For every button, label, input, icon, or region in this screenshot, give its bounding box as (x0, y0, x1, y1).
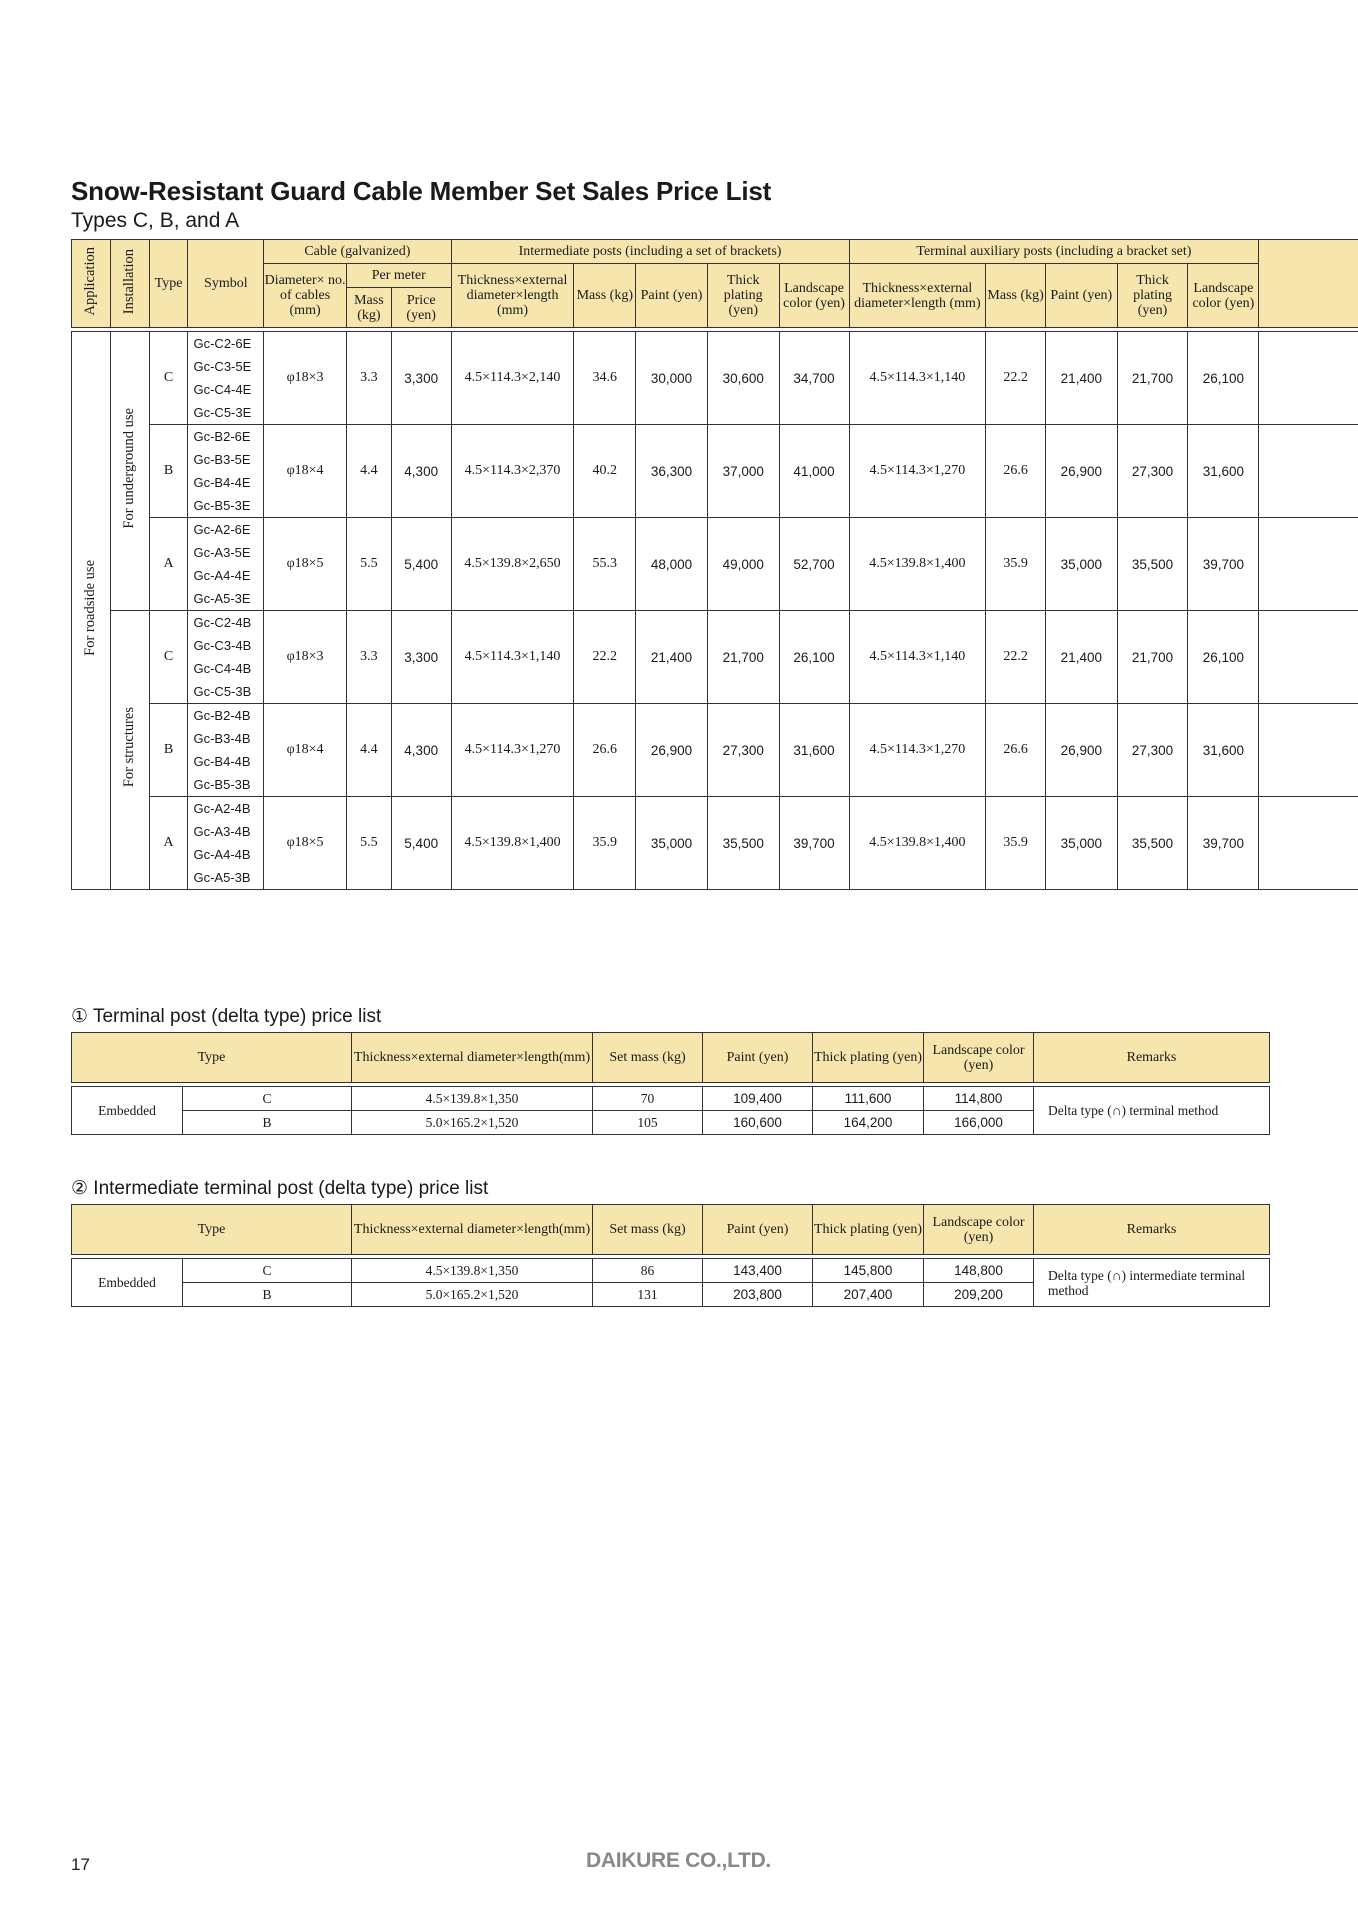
symbol-code: Gc-B4-4E (193, 475, 251, 490)
cable-diameter: φ18×5 (264, 797, 347, 890)
term-land: 26,100 (1188, 611, 1259, 704)
header-application: Application (72, 240, 111, 328)
symbol-code: Gc-C2-6E (193, 336, 252, 351)
header-term-paint: Paint (yen) (1045, 264, 1117, 328)
inter-mass: 131 (593, 1283, 703, 1307)
int-paint: 21,400 (636, 611, 708, 704)
cable-price: 3,300 (391, 611, 451, 704)
delta-group: Embedded (72, 1087, 183, 1135)
cable-price: 4,300 (391, 425, 451, 518)
symbol-code: Gc-B5-3E (193, 498, 251, 513)
delta-type: C (183, 1087, 352, 1111)
header-symbol: Symbol (188, 240, 264, 328)
inter-header-type: Type (72, 1205, 352, 1255)
cable-mass: 4.4 (346, 425, 391, 518)
header-cable-mass: Mass (kg) (346, 288, 391, 328)
term-land: 26,100 (1188, 332, 1259, 425)
int-land: 41,000 (779, 425, 849, 518)
int-mass: 26.6 (574, 704, 636, 797)
symbol-code: Gc-C3-4B (193, 638, 252, 653)
table-row (72, 425, 1358, 518)
term-mass: 26.6 (986, 704, 1046, 797)
int-thick: 37,000 (707, 425, 779, 518)
inter-paint: 143,400 (703, 1259, 813, 1283)
int-paint: 36,300 (636, 425, 708, 518)
cable-mass: 4.4 (346, 704, 391, 797)
cable-price: 5,400 (391, 518, 451, 611)
type-cell: C (149, 332, 188, 425)
cable-price: 5,400 (391, 797, 451, 890)
int-thick: 27,300 (707, 704, 779, 797)
header-installation: Installation (110, 240, 149, 328)
symbol-code: Gc-A3-5E (193, 545, 251, 560)
term-dim: 4.5×114.3×1,270 (849, 425, 986, 518)
symbol-code: Gc-C4-4E (193, 382, 252, 397)
symbol-code: Gc-B3-4B (193, 731, 251, 746)
symbol-code: Gc-B5-3B (193, 777, 251, 792)
term-mass: 22.2 (986, 611, 1046, 704)
symbol-cell (188, 797, 264, 890)
int-land: 52,700 (779, 518, 849, 611)
delta-paint: 160,600 (703, 1111, 813, 1135)
header-type: Type (149, 240, 188, 328)
symbol-code: Gc-A4-4B (193, 847, 251, 862)
symbol-code: Gc-C3-5E (193, 359, 252, 374)
delta-mass: 105 (593, 1111, 703, 1135)
cable-diameter: φ18×5 (264, 518, 347, 611)
int-mass: 35.9 (574, 797, 636, 890)
symbol-code: Gc-A4-4E (193, 568, 251, 583)
int-paint: 48,000 (636, 518, 708, 611)
int-paint: 26,900 (636, 704, 708, 797)
delta-land: 114,800 (924, 1087, 1034, 1111)
table-row (72, 518, 1358, 611)
term-paint: 26,900 (1045, 425, 1117, 518)
delta-header-type: Type (72, 1033, 352, 1083)
symbol-code: Gc-A3-4B (193, 824, 251, 839)
int-paint: 35,000 (636, 797, 708, 890)
table-row (72, 704, 1358, 797)
symbol-code: Gc-C5-3E (193, 405, 252, 420)
type-cell: A (149, 797, 188, 890)
int-mass: 22.2 (574, 611, 636, 704)
header-term-landscape: Landscape color (yen) (1188, 264, 1259, 328)
extra-cell (1259, 332, 1358, 425)
delta-header-paint: Paint (yen) (703, 1033, 813, 1083)
term-thick: 35,500 (1117, 797, 1188, 890)
int-land: 26,100 (779, 611, 849, 704)
inter-land: 209,200 (924, 1283, 1034, 1307)
symbol-code: Gc-C5-3B (193, 684, 252, 699)
table-row (72, 332, 1358, 425)
installation-cell: For structures (110, 611, 149, 890)
term-dim: 4.5×114.3×1,140 (849, 611, 986, 704)
header-int-thick-plating: Thick plating (yen) (707, 264, 779, 328)
symbol-cell (188, 518, 264, 611)
term-thick: 21,700 (1117, 332, 1188, 425)
int-thick: 49,000 (707, 518, 779, 611)
term-land: 31,600 (1188, 704, 1259, 797)
header-int-paint: Paint (yen) (636, 264, 708, 328)
delta-thick: 164,200 (813, 1111, 924, 1135)
inter-land: 148,800 (924, 1259, 1034, 1283)
delta-header-thickness: Thickness×external diameter×length(mm) (352, 1033, 593, 1083)
inter-header-set-mass: Set mass (kg) (593, 1205, 703, 1255)
cable-diameter: φ18×3 (264, 332, 347, 425)
delta-table-title: ① Terminal post (delta type) price list (71, 1006, 382, 1027)
int-dim: 4.5×114.3×1,140 (451, 611, 574, 704)
int-thick: 35,500 (707, 797, 779, 890)
delta-dim: 4.5×139.8×1,350 (352, 1087, 593, 1111)
header-cable-price: Price (yen) (391, 288, 451, 328)
page-number: 17 (71, 1855, 90, 1874)
int-dim: 4.5×114.3×2,370 (451, 425, 574, 518)
header-extra (1259, 240, 1358, 328)
int-mass: 34.6 (574, 332, 636, 425)
term-mass: 35.9 (986, 518, 1046, 611)
delta-header-landscape: Landscape color (yen) (924, 1033, 1034, 1083)
inter-paint: 203,800 (703, 1283, 813, 1307)
delta-paint: 109,400 (703, 1087, 813, 1111)
symbol-code: Gc-A2-4B (193, 801, 251, 816)
delta-mass: 70 (593, 1087, 703, 1111)
symbol-code: Gc-B4-4B (193, 754, 251, 769)
int-mass: 40.2 (574, 425, 636, 518)
term-dim: 4.5×139.8×1,400 (849, 797, 986, 890)
brand-logo: DAIKURE CO.,LTD. (586, 1849, 771, 1872)
delta-land: 166,000 (924, 1111, 1034, 1135)
delta-thick: 111,600 (813, 1087, 924, 1111)
cable-mass: 5.5 (346, 797, 391, 890)
int-thick: 21,700 (707, 611, 779, 704)
delta-header-remarks: Remarks (1034, 1033, 1270, 1083)
type-cell: B (149, 704, 188, 797)
int-land: 31,600 (779, 704, 849, 797)
header-term-mass: Mass (kg) (986, 264, 1046, 328)
inter-header-thick-plating: Thick plating (yen) (813, 1205, 924, 1255)
inter-remark: Delta type (∩) intermediate terminal method (1034, 1259, 1270, 1307)
term-thick: 27,300 (1117, 704, 1188, 797)
inter-price-table (71, 1204, 1270, 1307)
term-paint: 35,000 (1045, 518, 1117, 611)
header-cable: Cable (galvanized) (264, 240, 451, 264)
term-land: 39,700 (1188, 518, 1259, 611)
header-per-meter: Per meter (346, 264, 451, 288)
delta-remark: Delta type (∩) terminal method (1034, 1087, 1270, 1135)
int-mass: 55.3 (574, 518, 636, 611)
term-mass: 26.6 (986, 425, 1046, 518)
int-dim: 4.5×139.8×2,650 (451, 518, 574, 611)
term-thick: 21,700 (1117, 611, 1188, 704)
symbol-code: Gc-C4-4B (193, 661, 252, 676)
inter-type: B (183, 1283, 352, 1307)
cable-mass: 3.3 (346, 611, 391, 704)
inter-header-landscape: Landscape color (yen) (924, 1205, 1034, 1255)
header-int-landscape: Landscape color (yen) (779, 264, 849, 328)
header-intermediate: Intermediate posts (including a set of brackets) (451, 240, 849, 264)
table-row (72, 1087, 1270, 1111)
symbol-code: Gc-B3-5E (193, 452, 251, 467)
extra-cell (1259, 425, 1358, 518)
symbol-code: Gc-B2-4B (193, 708, 251, 723)
term-paint: 26,900 (1045, 704, 1117, 797)
inter-dim: 4.5×139.8×1,350 (352, 1259, 593, 1283)
symbol-cell (188, 704, 264, 797)
term-land: 31,600 (1188, 425, 1259, 518)
cable-price: 3,300 (391, 332, 451, 425)
term-mass: 35.9 (986, 797, 1046, 890)
inter-type: C (183, 1259, 352, 1283)
term-dim: 4.5×114.3×1,270 (849, 704, 986, 797)
cable-diameter: φ18×4 (264, 704, 347, 797)
symbol-code: Gc-A2-6E (193, 522, 251, 537)
delta-header-thick-plating: Thick plating (yen) (813, 1033, 924, 1083)
inter-header-paint: Paint (yen) (703, 1205, 813, 1255)
int-paint: 30,000 (636, 332, 708, 425)
header-term-thick-plating: Thick plating (yen) (1117, 264, 1188, 328)
inter-thick: 145,800 (813, 1259, 924, 1283)
header-term-thickness: Thickness×external diameter×length (mm) (849, 264, 986, 328)
int-dim: 4.5×114.3×2,140 (451, 332, 574, 425)
extra-cell (1259, 518, 1358, 611)
extra-cell (1259, 611, 1358, 704)
inter-table-title: ② Intermediate terminal post (delta type) price list (71, 1178, 489, 1199)
installation-cell: For underground use (110, 332, 149, 611)
int-land: 39,700 (779, 797, 849, 890)
symbol-code: Gc-C2-4B (193, 615, 252, 630)
extra-cell (1259, 704, 1358, 797)
term-dim: 4.5×139.8×1,400 (849, 518, 986, 611)
header-int-thickness: Thickness×external diameter×length (mm) (451, 264, 574, 328)
application-cell: For roadside use (72, 332, 111, 890)
inter-header-remarks: Remarks (1034, 1205, 1270, 1255)
cable-diameter: φ18×4 (264, 425, 347, 518)
term-paint: 21,400 (1045, 332, 1117, 425)
type-cell: A (149, 518, 188, 611)
inter-thick: 207,400 (813, 1283, 924, 1307)
term-thick: 27,300 (1117, 425, 1188, 518)
term-mass: 22.2 (986, 332, 1046, 425)
delta-price-table (71, 1032, 1270, 1135)
page-subtitle: Types C, B, and A (71, 209, 240, 232)
symbol-code: Gc-A5-3E (193, 591, 251, 606)
table-row (72, 1259, 1270, 1283)
term-land: 39,700 (1188, 797, 1259, 890)
int-thick: 30,600 (707, 332, 779, 425)
table-row (72, 611, 1358, 704)
extra-cell (1259, 797, 1358, 890)
delta-dim: 5.0×165.2×1,520 (352, 1111, 593, 1135)
delta-header-set-mass: Set mass (kg) (593, 1033, 703, 1083)
table-row (72, 797, 1358, 890)
term-thick: 35,500 (1117, 518, 1188, 611)
type-cell: C (149, 611, 188, 704)
inter-header-thickness: Thickness×external diameter×length(mm) (352, 1205, 593, 1255)
inter-mass: 86 (593, 1259, 703, 1283)
term-dim: 4.5×114.3×1,140 (849, 332, 986, 425)
cable-mass: 5.5 (346, 518, 391, 611)
header-diameter: Diameter× no. of cables (mm) (264, 264, 347, 328)
symbol-cell (188, 611, 264, 704)
inter-group: Embedded (72, 1259, 183, 1307)
symbol-cell (188, 332, 264, 425)
header-terminal: Terminal auxiliary posts (including a bracket set) (849, 240, 1259, 264)
type-cell: B (149, 425, 188, 518)
header-int-mass: Mass (kg) (574, 264, 636, 328)
cable-mass: 3.3 (346, 332, 391, 425)
int-land: 34,700 (779, 332, 849, 425)
symbol-cell (188, 425, 264, 518)
int-dim: 4.5×114.3×1,270 (451, 704, 574, 797)
cable-diameter: φ18×3 (264, 611, 347, 704)
cable-price: 4,300 (391, 704, 451, 797)
delta-type: B (183, 1111, 352, 1135)
inter-dim: 5.0×165.2×1,520 (352, 1283, 593, 1307)
int-dim: 4.5×139.8×1,400 (451, 797, 574, 890)
term-paint: 35,000 (1045, 797, 1117, 890)
term-paint: 21,400 (1045, 611, 1117, 704)
symbol-code: Gc-B2-6E (193, 429, 251, 444)
symbol-code: Gc-A5-3B (193, 870, 251, 885)
main-price-table (71, 239, 1358, 890)
page-title: Snow-Resistant Guard Cable Member Set Sales Price List (71, 176, 772, 206)
